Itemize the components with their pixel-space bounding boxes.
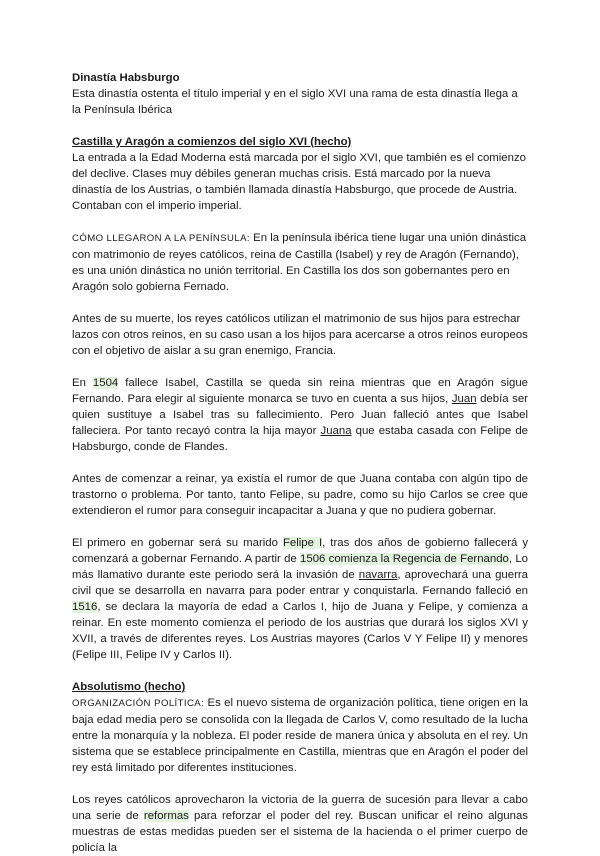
- text-run: que estaba casada con Felipe de Habsburgo, conde de Flandes.: [72, 425, 529, 453]
- text-run: , aprovechará una guerra civil que se desarrolla en navarra para poder entrar y conquistarla. Fernando falleció en: [72, 569, 529, 597]
- text-run: para reforzar el poder del rey. Buscan unificar el reino algunas muestras de estas medidas pueden ser el sistema de la hacienda o el primer cuerpo de policía la: [72, 810, 528, 854]
- highlight-1504: 1504: [92, 377, 119, 389]
- juan-underlined: Juan: [451, 393, 477, 405]
- navarra-underlined: navarra: [358, 569, 398, 581]
- dinastia-title: Dinastía Habsburgo: [72, 72, 180, 84]
- highlight-regencia: 1506 comienza la Regencia de Fernando: [300, 553, 509, 565]
- highlight-felipe-i: Felipe I: [282, 537, 323, 549]
- highlight-1516: 1516: [72, 601, 98, 613]
- organizacion-text: Es el nuevo sistema de organización política, tiene origen en la baja edad media pero se consolida con la llegada de Carlos V, como resultado de la lucha entre la monarquía y la nobleza. El poder reside de manera única y absoluta en el rey. Un sistema que se establece principalmente en Castilla, mientras que en Aragón el poder del rey está limitado por diferentes instituciones.: [72, 697, 528, 774]
- castilla-heading: Castilla y Aragón a comienzos del siglo XVI (hecho): [72, 136, 352, 148]
- dinastia-text: Esta dinastía ostenta el título imperial y en el siglo XVI una rama de esta dinastía llega a la Península Ibérica: [72, 88, 518, 116]
- text-run: Los reyes católicos aprovecharon la victoria de la guerra de sucesión para llevar a cabo una serie de: [72, 794, 528, 822]
- absolutismo-heading: Absolutismo (hecho): [72, 681, 186, 693]
- text-run: , Lo más llamativo durante este periodo será la invasión de: [72, 553, 529, 581]
- castilla-intro: La entrada a la Edad Moderna está marcada por el siglo XVI, que también es el comienzo del declive. Clases muy débiles generan muchas crisis. Está marcado por la nueva dinastía de los Austrias, o también llamada dinastía Habsburgo, que procede de Austria. Contaban con el imperio imperial.: [72, 152, 526, 212]
- como-llegaron-paragraph: [72, 230, 528, 295]
- text-run: debía ser quien sustituye a Isabel tras su fallecimiento. Pero Juan falleció antes que Isabel falleciera. Por tanto recayó contra la hija mayor: [72, 393, 528, 437]
- organizacion-paragraph: [72, 695, 528, 776]
- rumor-paragraph: Antes de comenzar a reinar, ya existía el rumor de que Juana contaba con algún tipo de trastorno o problema. Por tanto, tanto Felipe, su padre, como su hijo Carlos se cree que extendieron el rumor para conseguir incapacitar a Juana y que no pudiera gobernar.: [72, 473, 528, 517]
- felipe-paragraph: [72, 535, 528, 663]
- dinastia-section: [72, 70, 528, 118]
- text-run: , tras dos años de gobierno fallecerá y comenzará a gobernar Fernando. A partir de: [72, 537, 529, 565]
- paragraph-1504: [72, 375, 528, 455]
- como-llegaron-text: En la península ibérica tiene lugar una unión dinástica con matrimonio de reyes católicos, reina de Castilla (Isabel) y rey de Aragón (Fernando), es una unión dinástica no unión territorial. En Castilla los dos son gobernantes pero en Aragón solo gobierna Fernado.: [72, 232, 527, 293]
- como-llegaron-label: CÓMO LLEGARON A LA PENÍNSULA:: [72, 233, 250, 244]
- reyes-catolicos-paragraph: [72, 792, 528, 856]
- text-run: En: [72, 377, 93, 389]
- text-run: , se declara la mayoría de edad a Carlos I, hijo de Juana y Felipe, y comienza a reinar. En este momento comienza el periodo de los austrias que durará los siglos XVI y XVII, a través de diferentes reyes. Los Austrias mayores (Carlos V Y Felipe II) y menores (Felipe III, Felipe IV y Carlos II).: [72, 601, 528, 661]
- muerte-paragraph: Antes de su muerte, los reyes católicos utilizan el matrimonio de sus hijos para estrechar lazos con otros reinos, en su caso usan a los hijos para acercarse a otros reinos europeos con el objetivo de aislar a su gran enemigo, Francia.: [72, 313, 528, 357]
- text-run: El primero en gobernar será su marido: [72, 537, 283, 549]
- organizacion-label: ORGANIZACIÓN POLÍTICA:: [72, 698, 205, 709]
- juana-underlined: Juana: [320, 425, 352, 437]
- text-run: fallece Isabel, Castilla se queda sin reina mientras que en Aragón sigue Fernando. Para elegir al siguiente monarca se tuvo en cuenta a sus hijos,: [72, 377, 528, 405]
- highlight-reformas: reformas: [143, 810, 189, 822]
- document-page: [72, 70, 528, 856]
